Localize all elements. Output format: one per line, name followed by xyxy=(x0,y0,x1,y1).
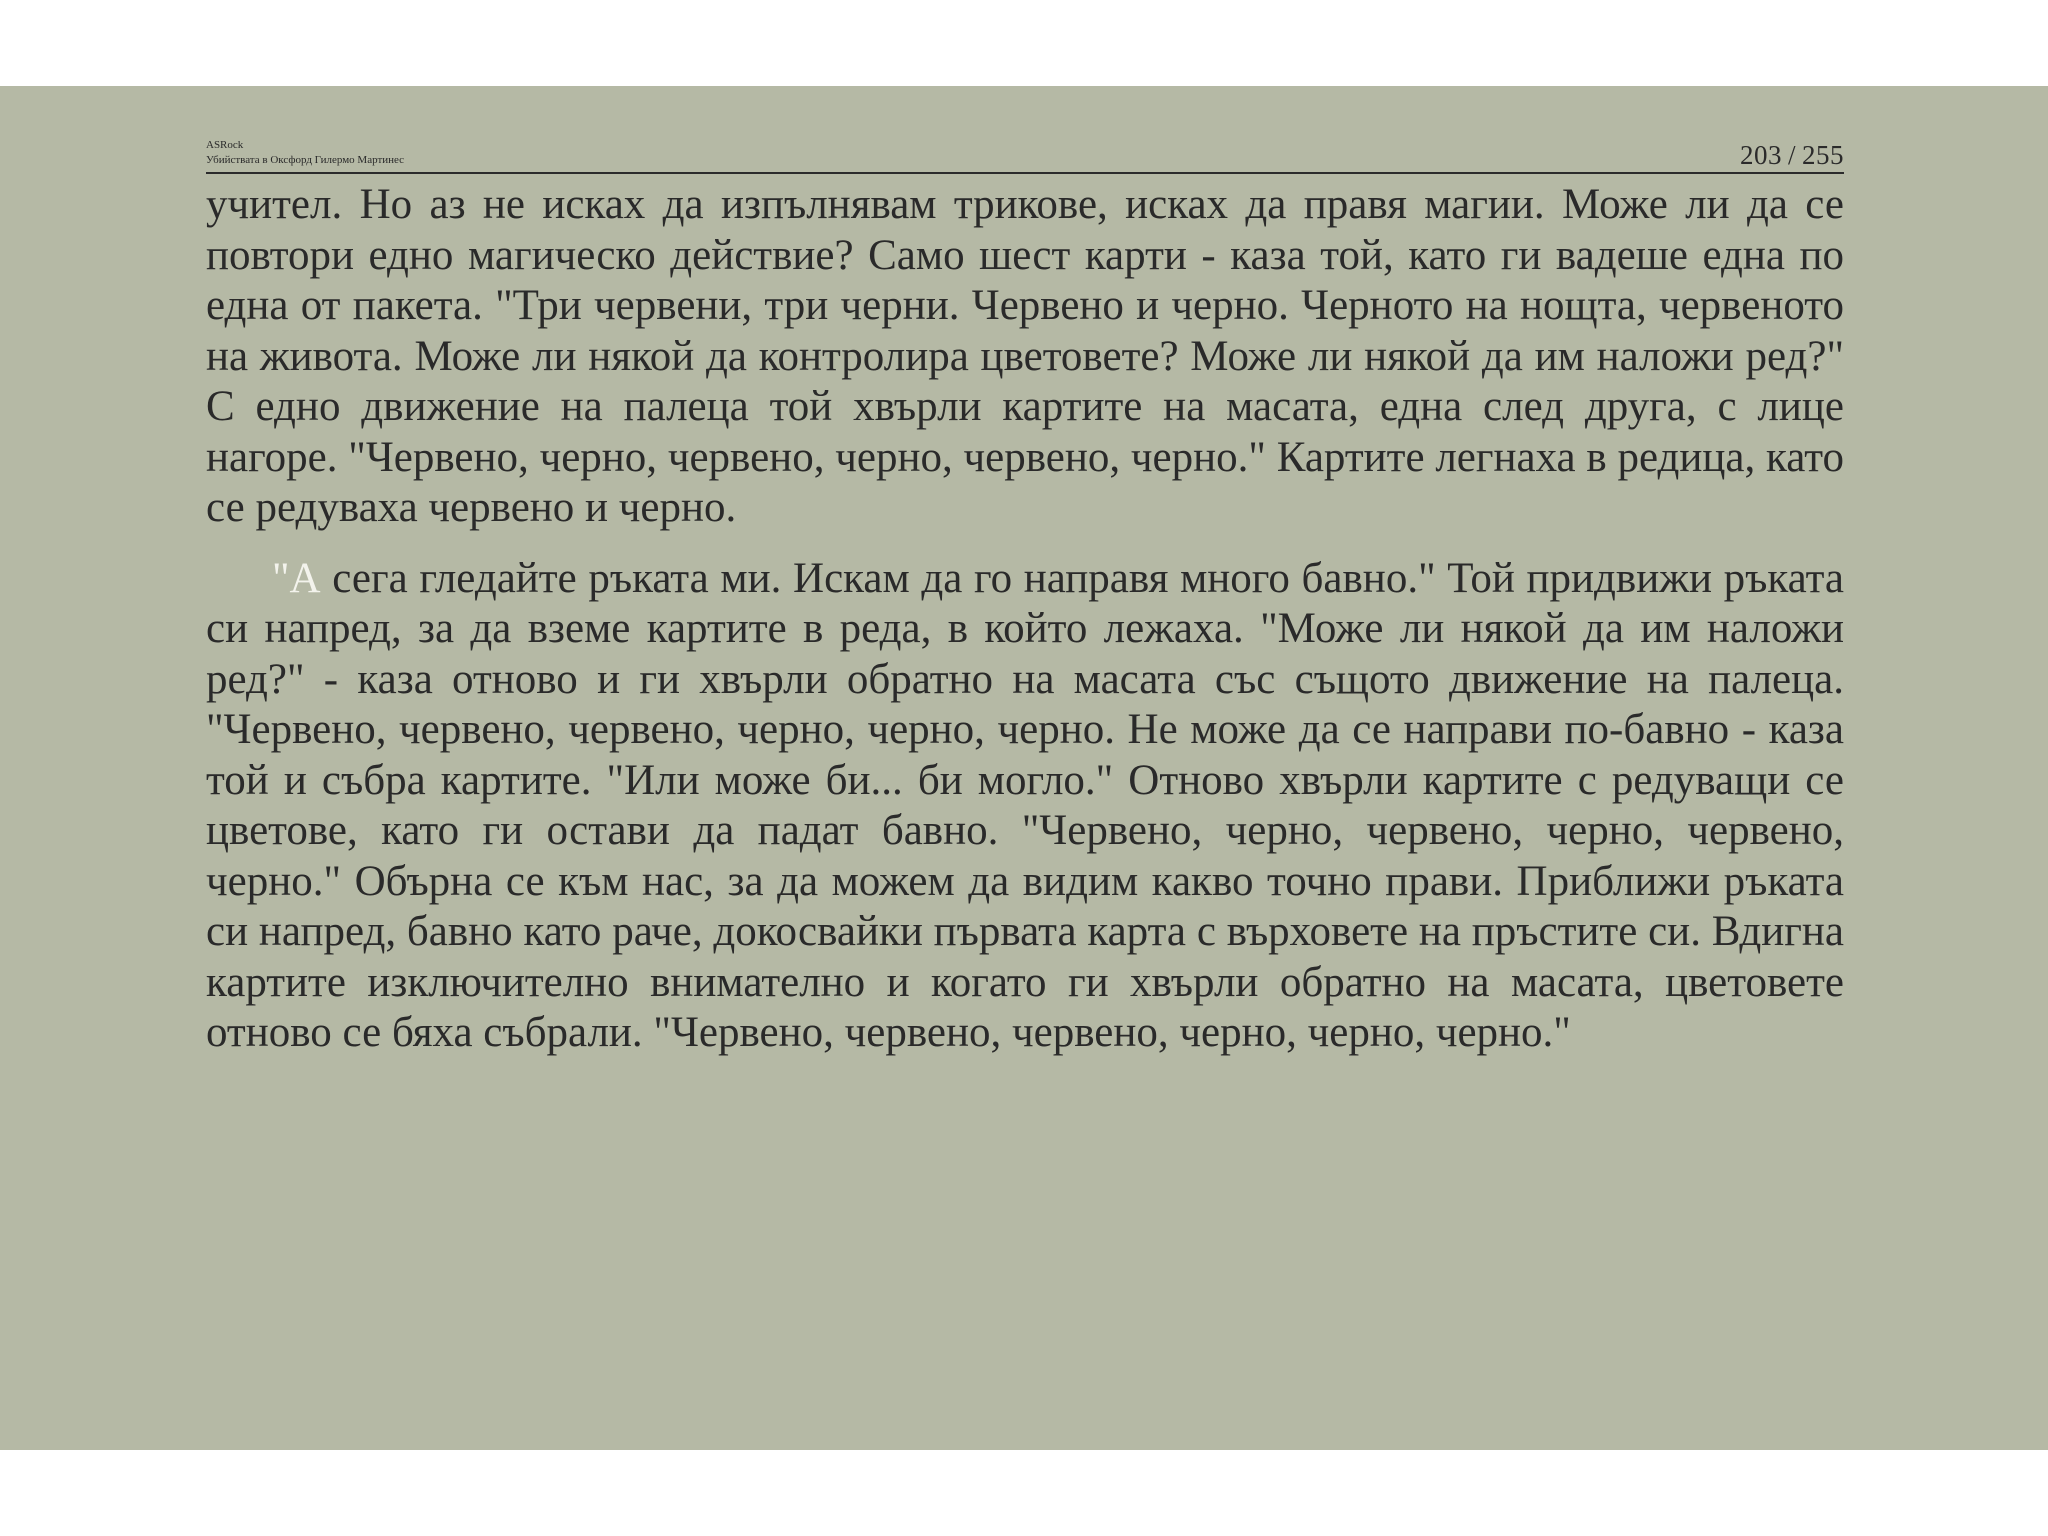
current-page: 203 xyxy=(1739,140,1782,170)
book-info xyxy=(206,138,404,168)
publisher-label: ASRock xyxy=(206,139,244,151)
paragraph-1: учител. Но аз не исках да изпълнявам трикове, исках да правя магии. Може ли да се повтори едно магическо действие? Само шест карти - каза той, като ги вадеше една по една от пакета. "Три червени, три черни. Червено и черно. Черното на нощта, червеното на живота. Може ли някой да контролира цветовете? Може ли някой да им наложи ред?" С едно движение на палеца той хвърли картите на масата, една след друга, с лице нагоре. "Червено, черно, червено, черно, червено, черно." Картите легнаха в редица, като се редуваха червено и черно. xyxy=(206,181,1844,531)
paragraph-2-text: сега гледайте ръката ми. Искам да го направя много бавно." Той придвижи ръката си напред, за да вземе картите в реда, в който лежаха. "Може ли някой да им наложи ред?" - каза отново и ги хвърли обратно на масата със същото движение на палеца. "Червено, червено, червено, черно, черно, черно. Не може да се направи по-бавно - каза той и събра картите. "Или може би... би могло." Отново хвърли картите с редуващи се цветове, като ги остави да падат бавно. "Червено, черно, червено, черно, червено, черно." Обърна се към нас, за да можем да видим какво точно прави. Приближи ръката си напред, бавно като раче, докосвайки първата карта с върховете на пръстите си. Вдигна картите изключително внимателно и когато ги хвърли обратно на масата, цветовете отново се бяха събрали. "Червено, червено, червено, черно, черно, черно." xyxy=(206,554,1844,1056)
page-separator: / xyxy=(1787,140,1796,170)
total-pages: 255 xyxy=(1802,140,1844,170)
book-text xyxy=(206,180,1844,1059)
paragraph-2 xyxy=(206,554,1844,1059)
page-counter xyxy=(1740,140,1844,171)
paragraph-lead-quote: "А xyxy=(272,554,321,602)
header-divider xyxy=(206,172,1844,174)
book-title: Убийствата в Оксфорд Гилермо Мартинес xyxy=(206,154,405,166)
